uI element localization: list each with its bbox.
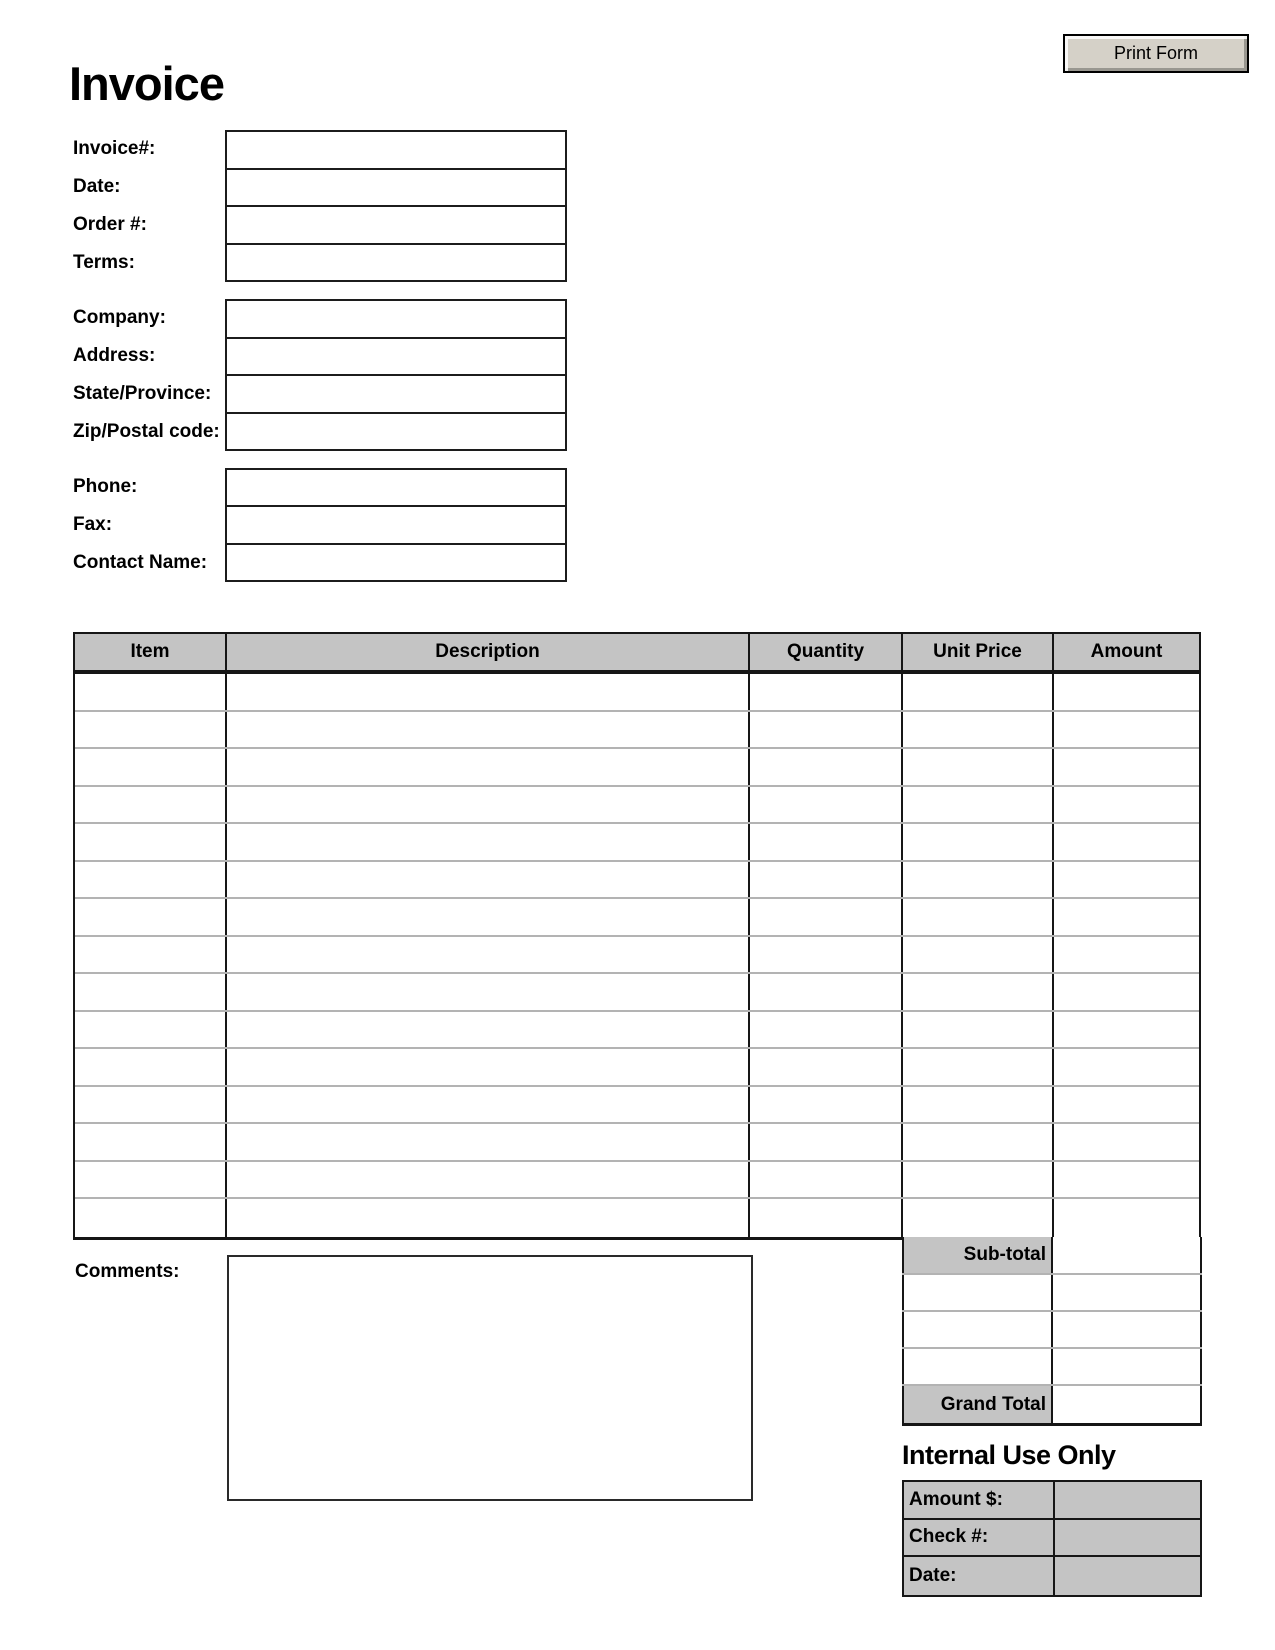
- items-cell-quantity[interactable]: [750, 712, 903, 748]
- items-cell-item[interactable]: [75, 1087, 227, 1123]
- contact-info-group: [225, 468, 567, 582]
- totals-empty-label-cell[interactable]: [902, 1275, 1053, 1310]
- items-table-row: [75, 824, 1199, 862]
- items-cell-amount[interactable]: [1054, 749, 1199, 785]
- items-cell-description[interactable]: [227, 1199, 750, 1237]
- internal-check-row: [904, 1520, 1200, 1558]
- items-cell-amount[interactable]: [1054, 1199, 1199, 1237]
- items-table-row: [75, 1162, 1199, 1200]
- items-cell-description[interactable]: [227, 712, 750, 748]
- items-cell-amount[interactable]: [1054, 862, 1199, 898]
- items-cell-unit-price[interactable]: [903, 824, 1054, 860]
- items-cell-item[interactable]: [75, 974, 227, 1010]
- invoice-number-label: Invoice#:: [73, 138, 156, 159]
- fax-input[interactable]: [227, 507, 565, 544]
- internal-date-label: Date:: [904, 1557, 1055, 1595]
- items-cell-item[interactable]: [75, 712, 227, 748]
- items-cell-description[interactable]: [227, 1124, 750, 1160]
- column-header-item: Item: [75, 634, 227, 670]
- contact-name-input[interactable]: [227, 545, 565, 580]
- internal-amount-label: Amount $:: [904, 1482, 1055, 1518]
- fax-label: Fax:: [73, 514, 113, 535]
- print-form-button[interactable]: Print Form: [1063, 34, 1249, 73]
- state-province-input[interactable]: [227, 376, 565, 414]
- column-header-unit-price: Unit Price: [903, 634, 1054, 670]
- items-cell-amount[interactable]: [1054, 787, 1199, 823]
- items-cell-unit-price[interactable]: [903, 1162, 1054, 1198]
- items-cell-unit-price[interactable]: [903, 1124, 1054, 1160]
- items-cell-quantity[interactable]: [750, 1124, 903, 1160]
- items-cell-description[interactable]: [227, 787, 750, 823]
- items-cell-item[interactable]: [75, 937, 227, 973]
- grand-total-row: [902, 1386, 1202, 1423]
- order-number-label: Order #:: [73, 214, 147, 235]
- items-table-row: [75, 1199, 1199, 1237]
- items-cell-unit-price[interactable]: [903, 1087, 1054, 1123]
- items-cell-unit-price[interactable]: [903, 749, 1054, 785]
- invoice-number-input[interactable]: [227, 132, 565, 170]
- items-cell-description[interactable]: [227, 1049, 750, 1085]
- items-cell-amount[interactable]: [1054, 1012, 1199, 1048]
- address-label: Address:: [73, 345, 156, 366]
- column-header-quantity: Quantity: [750, 634, 903, 670]
- items-cell-amount[interactable]: [1054, 674, 1199, 710]
- items-cell-description[interactable]: [227, 1087, 750, 1123]
- items-cell-item[interactable]: [75, 1049, 227, 1085]
- company-label: Company:: [73, 307, 166, 328]
- items-cell-item[interactable]: [75, 862, 227, 898]
- totals-empty-value-cell[interactable]: [1053, 1312, 1202, 1347]
- comments-label: Comments:: [75, 1261, 180, 1282]
- items-cell-item[interactable]: [75, 674, 227, 710]
- items-cell-unit-price[interactable]: [903, 674, 1054, 710]
- items-cell-description[interactable]: [227, 824, 750, 860]
- items-cell-quantity[interactable]: [750, 1012, 903, 1048]
- items-cell-unit-price[interactable]: [903, 974, 1054, 1010]
- items-cell-amount[interactable]: [1054, 937, 1199, 973]
- items-cell-quantity[interactable]: [750, 1199, 903, 1237]
- internal-check-value-cell[interactable]: [1055, 1520, 1200, 1556]
- contact-name-label: Contact Name:: [73, 552, 208, 573]
- items-cell-item[interactable]: [75, 824, 227, 860]
- items-cell-item[interactable]: [75, 899, 227, 935]
- items-cell-amount[interactable]: [1054, 899, 1199, 935]
- order-number-input[interactable]: [227, 207, 565, 245]
- internal-date-value-cell[interactable]: [1055, 1557, 1200, 1595]
- items-table-row: [75, 974, 1199, 1012]
- page-title: Invoice: [69, 57, 224, 110]
- items-cell-item[interactable]: [75, 1162, 227, 1198]
- items-cell-description[interactable]: [227, 899, 750, 935]
- invoice-info-group: [225, 130, 567, 282]
- items-cell-description[interactable]: [227, 862, 750, 898]
- items-cell-description[interactable]: [227, 674, 750, 710]
- items-cell-description[interactable]: [227, 1162, 750, 1198]
- items-table-body: [75, 674, 1199, 1237]
- company-input[interactable]: [227, 301, 565, 339]
- items-table-row: [75, 862, 1199, 900]
- items-table-row: [75, 1087, 1199, 1125]
- zip-postal-code-input[interactable]: [227, 414, 565, 450]
- totals-empty-label-cell[interactable]: [902, 1312, 1053, 1347]
- items-table-row: [75, 787, 1199, 825]
- items-cell-description[interactable]: [227, 974, 750, 1010]
- items-cell-item[interactable]: [75, 1199, 227, 1237]
- column-header-description: Description: [227, 634, 750, 670]
- items-cell-quantity[interactable]: [750, 749, 903, 785]
- items-cell-amount[interactable]: [1054, 1162, 1199, 1198]
- phone-label: Phone:: [73, 476, 138, 497]
- items-cell-amount[interactable]: [1054, 712, 1199, 748]
- items-cell-quantity[interactable]: [750, 674, 903, 710]
- state-province-label: State/Province:: [73, 383, 212, 404]
- address-input[interactable]: [227, 339, 565, 377]
- items-cell-unit-price[interactable]: [903, 862, 1054, 898]
- items-cell-amount[interactable]: [1054, 1049, 1199, 1085]
- items-cell-unit-price[interactable]: [903, 1049, 1054, 1085]
- items-table-row: [75, 937, 1199, 975]
- totals-empty-value-cell[interactable]: [1053, 1275, 1202, 1310]
- items-cell-quantity[interactable]: [750, 862, 903, 898]
- company-info-group: [225, 299, 567, 451]
- items-table-row: [75, 1012, 1199, 1050]
- items-cell-unit-price[interactable]: [903, 1199, 1054, 1237]
- items-cell-item[interactable]: [75, 1012, 227, 1048]
- items-cell-quantity[interactable]: [750, 824, 903, 860]
- items-cell-description[interactable]: [227, 749, 750, 785]
- subtotal-value-cell[interactable]: [1053, 1237, 1202, 1273]
- items-cell-amount[interactable]: [1054, 1124, 1199, 1160]
- items-cell-quantity[interactable]: [750, 937, 903, 973]
- items-table-row: [75, 674, 1199, 712]
- internal-amount-value-cell[interactable]: [1055, 1482, 1200, 1518]
- items-cell-item[interactable]: [75, 1124, 227, 1160]
- items-cell-unit-price[interactable]: [903, 712, 1054, 748]
- grand-total-value-cell[interactable]: [1053, 1386, 1202, 1423]
- terms-label: Terms:: [73, 252, 135, 273]
- totals-empty-rows: [902, 1275, 1202, 1386]
- items-cell-quantity[interactable]: [750, 1087, 903, 1123]
- items-table-row: [75, 1124, 1199, 1162]
- items-cell-description[interactable]: [227, 937, 750, 973]
- totals-empty-value-cell[interactable]: [1053, 1349, 1202, 1384]
- items-cell-unit-price[interactable]: [903, 1012, 1054, 1048]
- items-cell-description[interactable]: [227, 1012, 750, 1048]
- grand-total-label-cell: Grand Total: [902, 1386, 1053, 1423]
- subtotal-row: [902, 1237, 1202, 1275]
- items-table-row: [75, 712, 1199, 750]
- internal-use-heading: Internal Use Only: [902, 1440, 1116, 1470]
- items-table: [73, 632, 1201, 1240]
- column-header-amount: Amount: [1090, 641, 1163, 662]
- invoice-date-label: Date:: [73, 176, 121, 197]
- items-cell-quantity[interactable]: [750, 1162, 903, 1198]
- zip-postal-code-label: Zip/Postal code:: [73, 421, 220, 442]
- items-cell-quantity[interactable]: [750, 787, 903, 823]
- internal-use-table: [902, 1480, 1202, 1597]
- internal-date-row: [904, 1557, 1200, 1595]
- totals-empty-row: [902, 1349, 1202, 1386]
- items-cell-unit-price[interactable]: [903, 787, 1054, 823]
- terms-input[interactable]: [227, 245, 565, 281]
- internal-check-label: Check #:: [904, 1520, 1055, 1556]
- invoice-date-input[interactable]: [227, 170, 565, 208]
- totals-empty-row: [902, 1275, 1202, 1312]
- items-cell-unit-price[interactable]: [903, 937, 1054, 973]
- internal-amount-row: [904, 1482, 1200, 1520]
- comments-textarea[interactable]: [227, 1255, 753, 1501]
- items-cell-amount[interactable]: [1054, 824, 1199, 860]
- items-table-row: [75, 749, 1199, 787]
- items-cell-quantity[interactable]: [750, 899, 903, 935]
- totals-block: [902, 1237, 1202, 1426]
- subtotal-label-cell: Sub-total: [902, 1237, 1053, 1273]
- totals-empty-label-cell[interactable]: [902, 1349, 1053, 1384]
- items-cell-quantity[interactable]: [750, 1049, 903, 1085]
- items-table-row: [75, 899, 1199, 937]
- items-table-row: [75, 1049, 1199, 1087]
- items-cell-amount[interactable]: [1054, 1087, 1199, 1123]
- items-cell-quantity[interactable]: [750, 974, 903, 1010]
- phone-input[interactable]: [227, 470, 565, 507]
- totals-empty-row: [902, 1312, 1202, 1349]
- items-cell-item[interactable]: [75, 749, 227, 785]
- items-cell-item[interactable]: [75, 787, 227, 823]
- items-table-header: [75, 634, 1199, 674]
- items-cell-unit-price[interactable]: [903, 899, 1054, 935]
- items-cell-amount[interactable]: [1054, 974, 1199, 1010]
